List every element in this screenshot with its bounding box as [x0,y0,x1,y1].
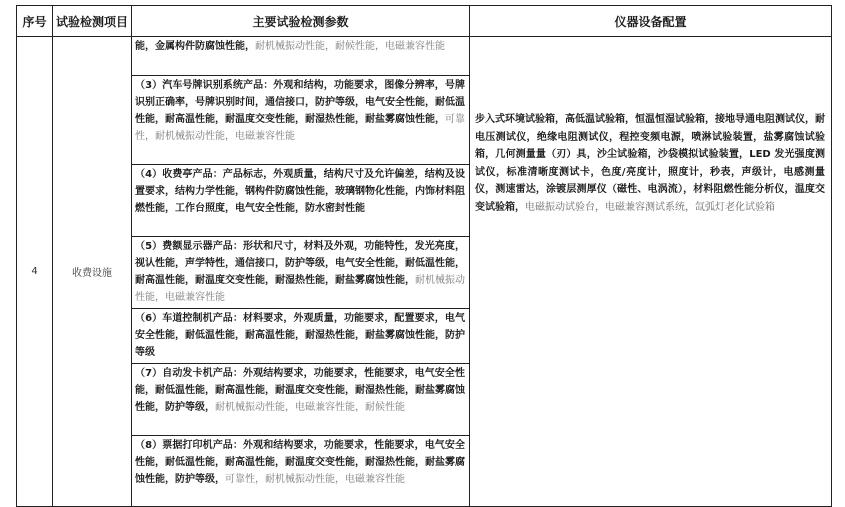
params-cell [132,37,470,507]
param-light-text: 耐机械振动性能，电磁兼容性能，耐候性能 [215,402,405,413]
header-equipment: 仪器设备配置 [470,6,832,37]
equipment-cell [470,37,832,507]
row-seq: 4 [17,37,53,507]
row-item: 收费设施 [53,37,132,507]
table-header-row [17,6,832,37]
equipment-light-text: 电磁振动试验台，电磁兼容测试系统，氙弧灯老化试验箱 [525,201,775,213]
header-params: 主要试验检测参数 [132,6,470,37]
param-bold-text: （6）车道控制机产品：材料要求，外观质量，功能要求，配置要求，电气安全性能，耐低温性能，耐高温性能，耐湿热性能，耐盐雾腐蚀性能，防护等级 [135,313,465,358]
param-bold-text: 能，金属构件防腐蚀性能， [135,41,255,52]
param-segment [132,364,469,436]
spec-table [16,5,832,507]
param-segment [132,165,469,237]
equipment-list [470,37,831,216]
param-light-text: 可靠性，耐机械振动性能，电磁兼容性能 [135,114,465,142]
header-item: 试验检测项目 [53,6,132,37]
params-list [132,37,469,506]
param-bold-text: （7）自动发卡机产品：外观结构要求，功能要求，性能要求，电气安全性能，耐低温性能，耐高温性能，耐温度交变性能，耐湿热性能，耐盐雾腐蚀性能，防护等级， [135,368,465,413]
param-bold-text: （8）票据打印机产品：外观和结构要求，功能要求，性能要求，电气安全性能，耐低温性能，耐高温性能，耐温度交变性能，耐湿热性能，耐盐雾腐蚀性能，防护等级， [135,440,465,485]
param-segment [132,309,469,364]
param-light-text: 耐机械振动性能，电磁兼容性能 [135,275,465,303]
equipment-bold-text: 步入式环境试验箱，高低温试验箱，恒温恒湿试验箱，接地导通电阻测试仪，耐电压测试仪，绝缘电阻测试仪，程控变频电源，喷淋试验装置，盐雾腐蚀试验箱，几何测量量（刃）具，沙尘试验箱，沙袋模拟试验装置，LED 发光强度测试仪，标准清晰度测试卡，色度/亮度计，照度计，秒表，声级计，电感测量仪，测速雷达，涂镀层测厚仪（磁性、电涡流），材料阻燃性能分析仪，温度交变试验箱， [475,114,825,213]
param-bold-text: （5）费额显示器产品：形状和尺寸，材料及外观，功能特性，发光亮度，视认性能，声学特性，通信接口，防护等级，电气安全性能，耐低温性能，耐高温性能，耐温度交变性能，耐湿热性能，耐盐雾腐蚀性能， [135,241,465,286]
header-seq: 序号 [17,6,53,37]
param-light-text: 可靠性，耐机械振动性能，电磁兼容性能 [225,474,405,485]
param-bold-text: （4）收费亭产品：产品标志，外观质量，结构尺寸及允许偏差，结构及设置要求，结构力学性能，钢构件防腐蚀性能，玻璃钢物化性能，内饰材料阻燃性能，工作台照度，电气安全性能，防水密封性能 [135,169,465,214]
param-segment [132,76,469,165]
table-row [17,37,832,507]
param-light-text: 耐机械振动性能，耐候性能，电磁兼容性能 [255,41,445,52]
param-segment [132,37,469,76]
param-segment [132,436,469,506]
param-segment [132,237,469,309]
param-bold-text: （3）汽车号牌识别系统产品：外观和结构，功能要求，图像分辨率，号牌识别正确率，号牌识别时间，通信接口，防护等级，电气安全性能，耐低温性能，耐高温性能，耐温度交变性能，耐湿热性能，耐盐雾腐蚀性能， [135,80,465,125]
